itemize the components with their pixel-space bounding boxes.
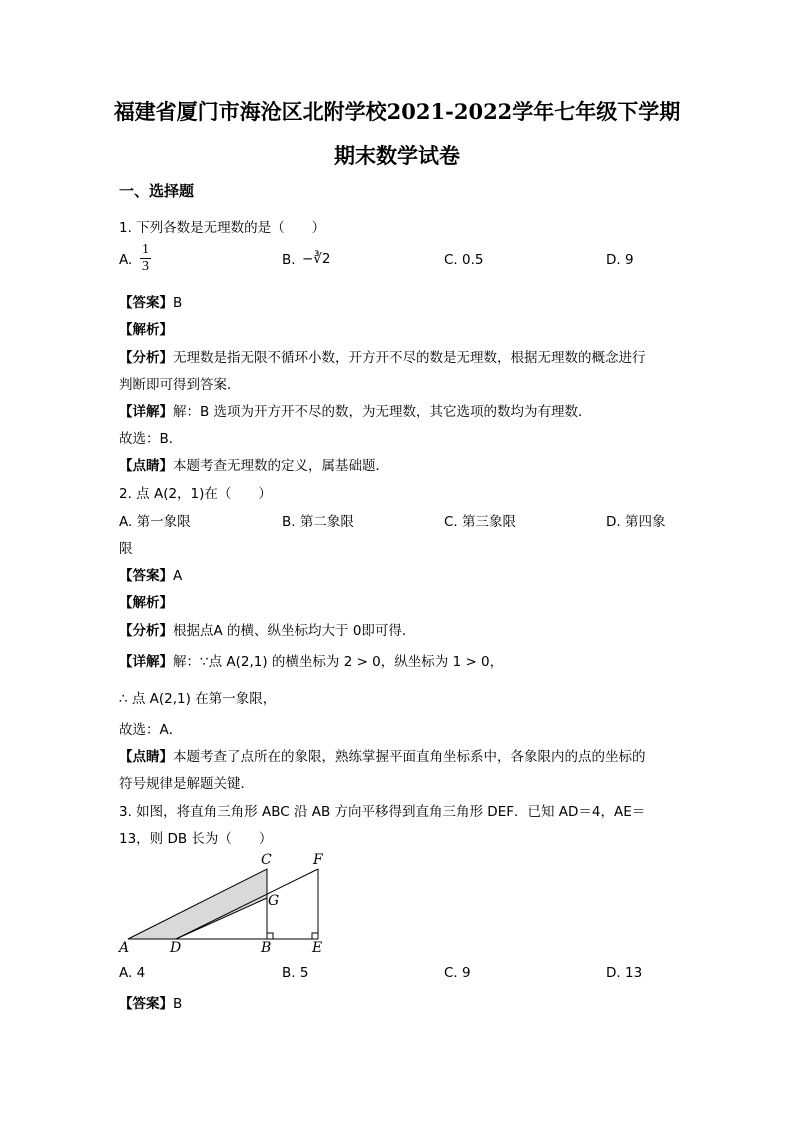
q2-option-d-continued: 限	[119, 541, 133, 557]
q1-guxuan: B．	[159, 431, 183, 447]
label-f: F	[313, 852, 323, 868]
fenxi-label: 【分析】	[119, 350, 173, 366]
xiangjie-label: 【详解】	[119, 404, 173, 420]
q3-option-a: A. 4	[119, 965, 146, 981]
right-angle-b	[267, 933, 273, 939]
q3-stem-line1: 3. 如图，将直角三角形 ABC 沿 AB 方向平移得到直角三角形 DEF．已知 AD＝4，AE＝	[119, 804, 646, 820]
analysis-label: 【解析】	[119, 595, 173, 611]
dianjing-label: 【点睛】	[119, 458, 173, 474]
q1-answer-row	[119, 291, 182, 311]
label-b: B	[261, 940, 272, 956]
q2-therefore: ∴ 点 A(2,1) 在第一象限，	[119, 691, 277, 707]
section-heading: 一、选择题	[119, 182, 195, 200]
q1-option-d: D. 9	[606, 252, 634, 268]
q1-answer: B	[173, 295, 183, 311]
fenxi-label: 【分析】	[119, 623, 173, 639]
q2-guxuan: A．	[159, 722, 183, 738]
q2-analysis-label	[119, 591, 173, 611]
q2-stem: 2. 点 A(2，1)在（ ）	[119, 486, 272, 502]
label-d: D	[170, 940, 182, 956]
q1-option-b-label: B.	[282, 252, 296, 268]
answer-label: 【答案】	[119, 568, 173, 584]
guxuan-label: 故选：	[119, 431, 160, 447]
q3-translation-figure	[115, 850, 335, 958]
q2-answer: A	[173, 568, 183, 584]
q2-option-a: A. 第一象限	[119, 514, 191, 530]
q1-guxuan-row	[119, 427, 182, 447]
q3-option-c: C. 9	[444, 965, 471, 981]
document-title-line1: 福建省厦门市海沧区北附学校2021-2022学年七年级下学期	[113, 99, 681, 124]
label-a: A	[119, 940, 130, 956]
q3-option-d: D. 13	[606, 965, 643, 981]
q1-option-b-value: −∛2	[302, 251, 331, 267]
q2-dianjing-line1: 本题考查了点所在的象限，熟练掌握平面直角坐标系中，各象限内的点的坐标的	[173, 749, 646, 765]
guxuan-label: 故选：	[119, 722, 160, 738]
label-e: E	[312, 940, 323, 956]
label-g: G	[268, 893, 280, 909]
q1-option-a-label: A.	[119, 252, 133, 268]
dianjing-label: 【点睛】	[119, 749, 173, 765]
q2-xiangjie-row	[119, 650, 503, 670]
analysis-label: 【解析】	[119, 322, 173, 338]
xiangjie-label: 【详解】	[119, 654, 173, 670]
q1-xiangjie-row	[119, 400, 592, 420]
q1-xiangjie: 解：B 选项为开方开不尽的数，为无理数，其它选项的数均为有理数．	[173, 404, 592, 420]
q3-answer-row	[119, 992, 182, 1012]
q2-option-c: C. 第三象限	[444, 514, 517, 530]
q1-dianjing-row	[119, 454, 389, 474]
q1-fenxi-line1: 无理数是指无限不循环小数，开方开不尽的数是无理数，根据无理数的概念进行	[173, 350, 646, 366]
q1-option-a-fraction	[140, 242, 151, 275]
q2-fenxi-row	[119, 619, 415, 639]
q3-answer: B	[173, 996, 183, 1012]
q1-dianjing: 本题考查无理数的定义，属基础题．	[173, 458, 389, 474]
q2-option-b: B. 第二象限	[282, 514, 354, 530]
q2-dianjing-line2: 符号规律是解题关键．	[119, 776, 254, 792]
q1-option-a-denominator: 3	[142, 259, 149, 274]
q2-guxuan-row	[119, 718, 182, 738]
q2-dianjing-row	[119, 745, 646, 765]
q3-stem-line2: 13，则 DB 长为（ ）	[119, 831, 273, 847]
q2-xiangjie: 解：∵点 A(2,1) 的横坐标为 2 > 0，纵坐标为 1 > 0，	[173, 654, 504, 670]
answer-label: 【答案】	[119, 996, 173, 1012]
q3-option-b: B. 5	[282, 965, 309, 981]
q1-option-a-numerator: 1	[142, 242, 149, 257]
q1-fenxi-row	[119, 346, 646, 366]
right-angle-e	[312, 933, 318, 939]
q1-option-c: C. 0.5	[444, 252, 484, 268]
q2-answer-row	[119, 564, 182, 584]
q1-stem: 1. 下列各数是无理数的是（ ）	[119, 220, 326, 236]
q1-fenxi-line2: 判断即可得到答案．	[119, 377, 241, 393]
q2-option-d: D. 第四象	[606, 514, 666, 530]
q1-analysis-label	[119, 318, 173, 338]
answer-label: 【答案】	[119, 295, 173, 311]
document-title-line2: 期末数学试卷	[334, 143, 460, 168]
label-c: C	[261, 852, 272, 868]
q2-fenxi: 根据点A 的横、纵坐标均大于 0即可得．	[173, 623, 416, 639]
